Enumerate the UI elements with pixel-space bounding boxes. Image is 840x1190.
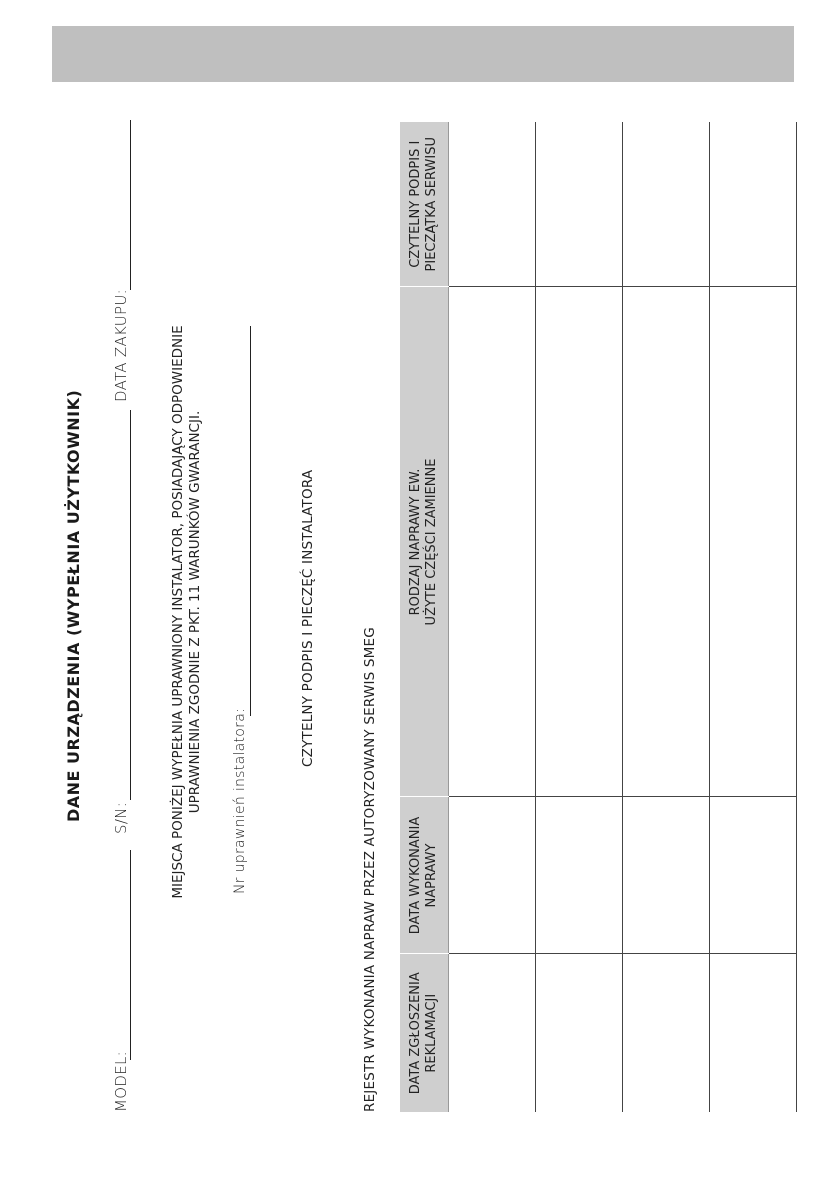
- table-cell[interactable]: [536, 954, 623, 1112]
- register-header-row: [400, 122, 449, 1112]
- installer-notice-line2: UPRAWNIENIA ZGODNIE Z PKT. 11 WARUNKÓW GWARANCJI.: [187, 410, 203, 814]
- table-row: [710, 122, 797, 1112]
- warranty-form: [50, 112, 800, 1112]
- table-row: [449, 122, 536, 1112]
- table-cell[interactable]: [623, 287, 710, 797]
- installer-notice: [170, 282, 204, 942]
- register-title: REJESTR WYKONANIA NAPRAW PRZEZ AUTORYZOWANY SERWIS SMEG: [362, 627, 378, 1112]
- installer-license-field[interactable]: [250, 326, 251, 716]
- header-bar: [52, 26, 794, 82]
- table-cell[interactable]: [623, 797, 710, 954]
- column-header-service-signature: CZYTELNY PODPIS I PIECZĄTKA SERWISU: [400, 122, 449, 287]
- table-cell[interactable]: [623, 954, 710, 1112]
- table-cell[interactable]: [536, 797, 623, 954]
- sn-field[interactable]: [130, 410, 131, 800]
- table-cell[interactable]: [710, 954, 797, 1112]
- table-cell[interactable]: [710, 287, 797, 797]
- model-label: MODEL:: [112, 1051, 130, 1112]
- installer-license-label: Nr uprawnień instalatora:: [232, 707, 248, 894]
- purchase-date-field[interactable]: [130, 120, 131, 290]
- form-title: DANE URZĄDZENIA (WYPEŁNIA UŻYTKOWNIK): [64, 389, 83, 822]
- table-cell[interactable]: [710, 797, 797, 954]
- table-cell[interactable]: [449, 287, 536, 797]
- table-cell[interactable]: [449, 122, 536, 287]
- installer-signature-label: CZYTELNY PODPIS I PIECZĘĆ INSTALATORA: [300, 469, 316, 767]
- table-cell[interactable]: [710, 122, 797, 287]
- table-cell[interactable]: [449, 797, 536, 954]
- model-field[interactable]: [130, 850, 131, 1060]
- column-header-complaint-date: DATA ZGŁOSZENIA REKLAMACJI: [400, 954, 449, 1112]
- column-header-repair-type: RODZAJ NAPRAWY EW. UŻYTE CZĘŚCI ZAMIENNE: [400, 287, 449, 797]
- table-cell[interactable]: [536, 122, 623, 287]
- purchase-date-label: DATA ZAKUPU:: [112, 288, 130, 402]
- table-cell[interactable]: [536, 287, 623, 797]
- repair-register-table: [400, 122, 797, 1112]
- installer-notice-line1: MIEJSCA PONIŻEJ WYPEŁNIA UPRAWNIONY INSTALATOR, POSIADAJĄCY ODPOWIEDNIE: [170, 325, 186, 899]
- sn-label: S/N:: [112, 801, 130, 834]
- table-row: [623, 122, 710, 1112]
- table-cell[interactable]: [449, 954, 536, 1112]
- table-row: [536, 122, 623, 1112]
- column-header-repair-date: DATA WYKONANIA NAPRAWY: [400, 797, 449, 954]
- table-cell[interactable]: [623, 122, 710, 287]
